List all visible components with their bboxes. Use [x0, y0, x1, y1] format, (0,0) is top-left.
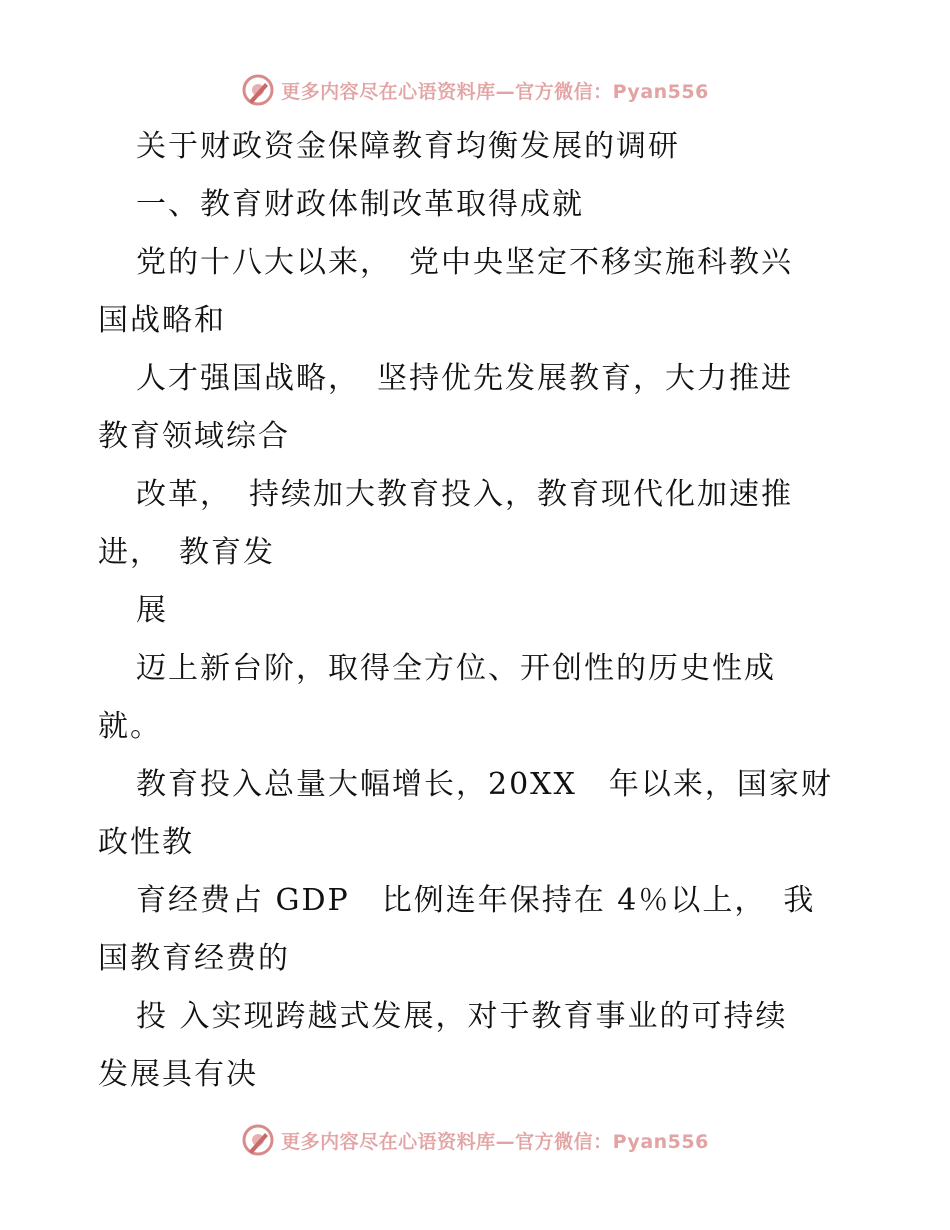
text-line: 迈上新台阶，取得全方位、开创性的历史性成 — [136, 651, 776, 686]
text-line: 政性教 — [98, 825, 194, 860]
watermark-text: 更多内容尽在心语资料库—官方微信：Pyan556 — [281, 1130, 709, 1153]
text-line: 发展具有决 — [98, 1057, 258, 1092]
text-line: 投 入实现跨越式发展，对于教育事业的可持续 — [136, 999, 788, 1034]
text-line: 人才强国战略， 坚持优先发展教育，大力推进 — [136, 361, 793, 396]
text-line: 展 — [136, 593, 168, 628]
text-line: 关于财政资金保障教育均衡发展的调研 — [136, 129, 680, 164]
text-line: 一、教育财政体制改革取得成就 — [136, 187, 584, 222]
pen-logo-icon — [241, 73, 275, 107]
text-line: 国教育经费的 — [98, 941, 290, 976]
document-body — [98, 118, 858, 1104]
text-line: 进， 教育发 — [98, 535, 275, 570]
text-line: 教育投入总量大幅增长，20XX 年以来，国家财 — [136, 767, 833, 802]
pen-logo-icon — [241, 1123, 275, 1157]
text-line: 就。 — [98, 709, 162, 744]
text-line: 育经费占 GDP 比例连年保持在 4％以上， 我 — [136, 883, 816, 918]
text-line: 党的十八大以来， 党中央坚定不移实施科教兴 — [136, 245, 793, 280]
text-line: 教育领域综合 — [98, 419, 290, 454]
header-watermark — [0, 70, 950, 110]
watermark-text: 更多内容尽在心语资料库—官方微信：Pyan556 — [281, 80, 709, 103]
footer-watermark — [0, 1120, 950, 1160]
text-line: 改革， 持续加大教育投入，教育现代化加速推 — [136, 477, 793, 512]
text-line: 国战略和 — [98, 303, 226, 338]
